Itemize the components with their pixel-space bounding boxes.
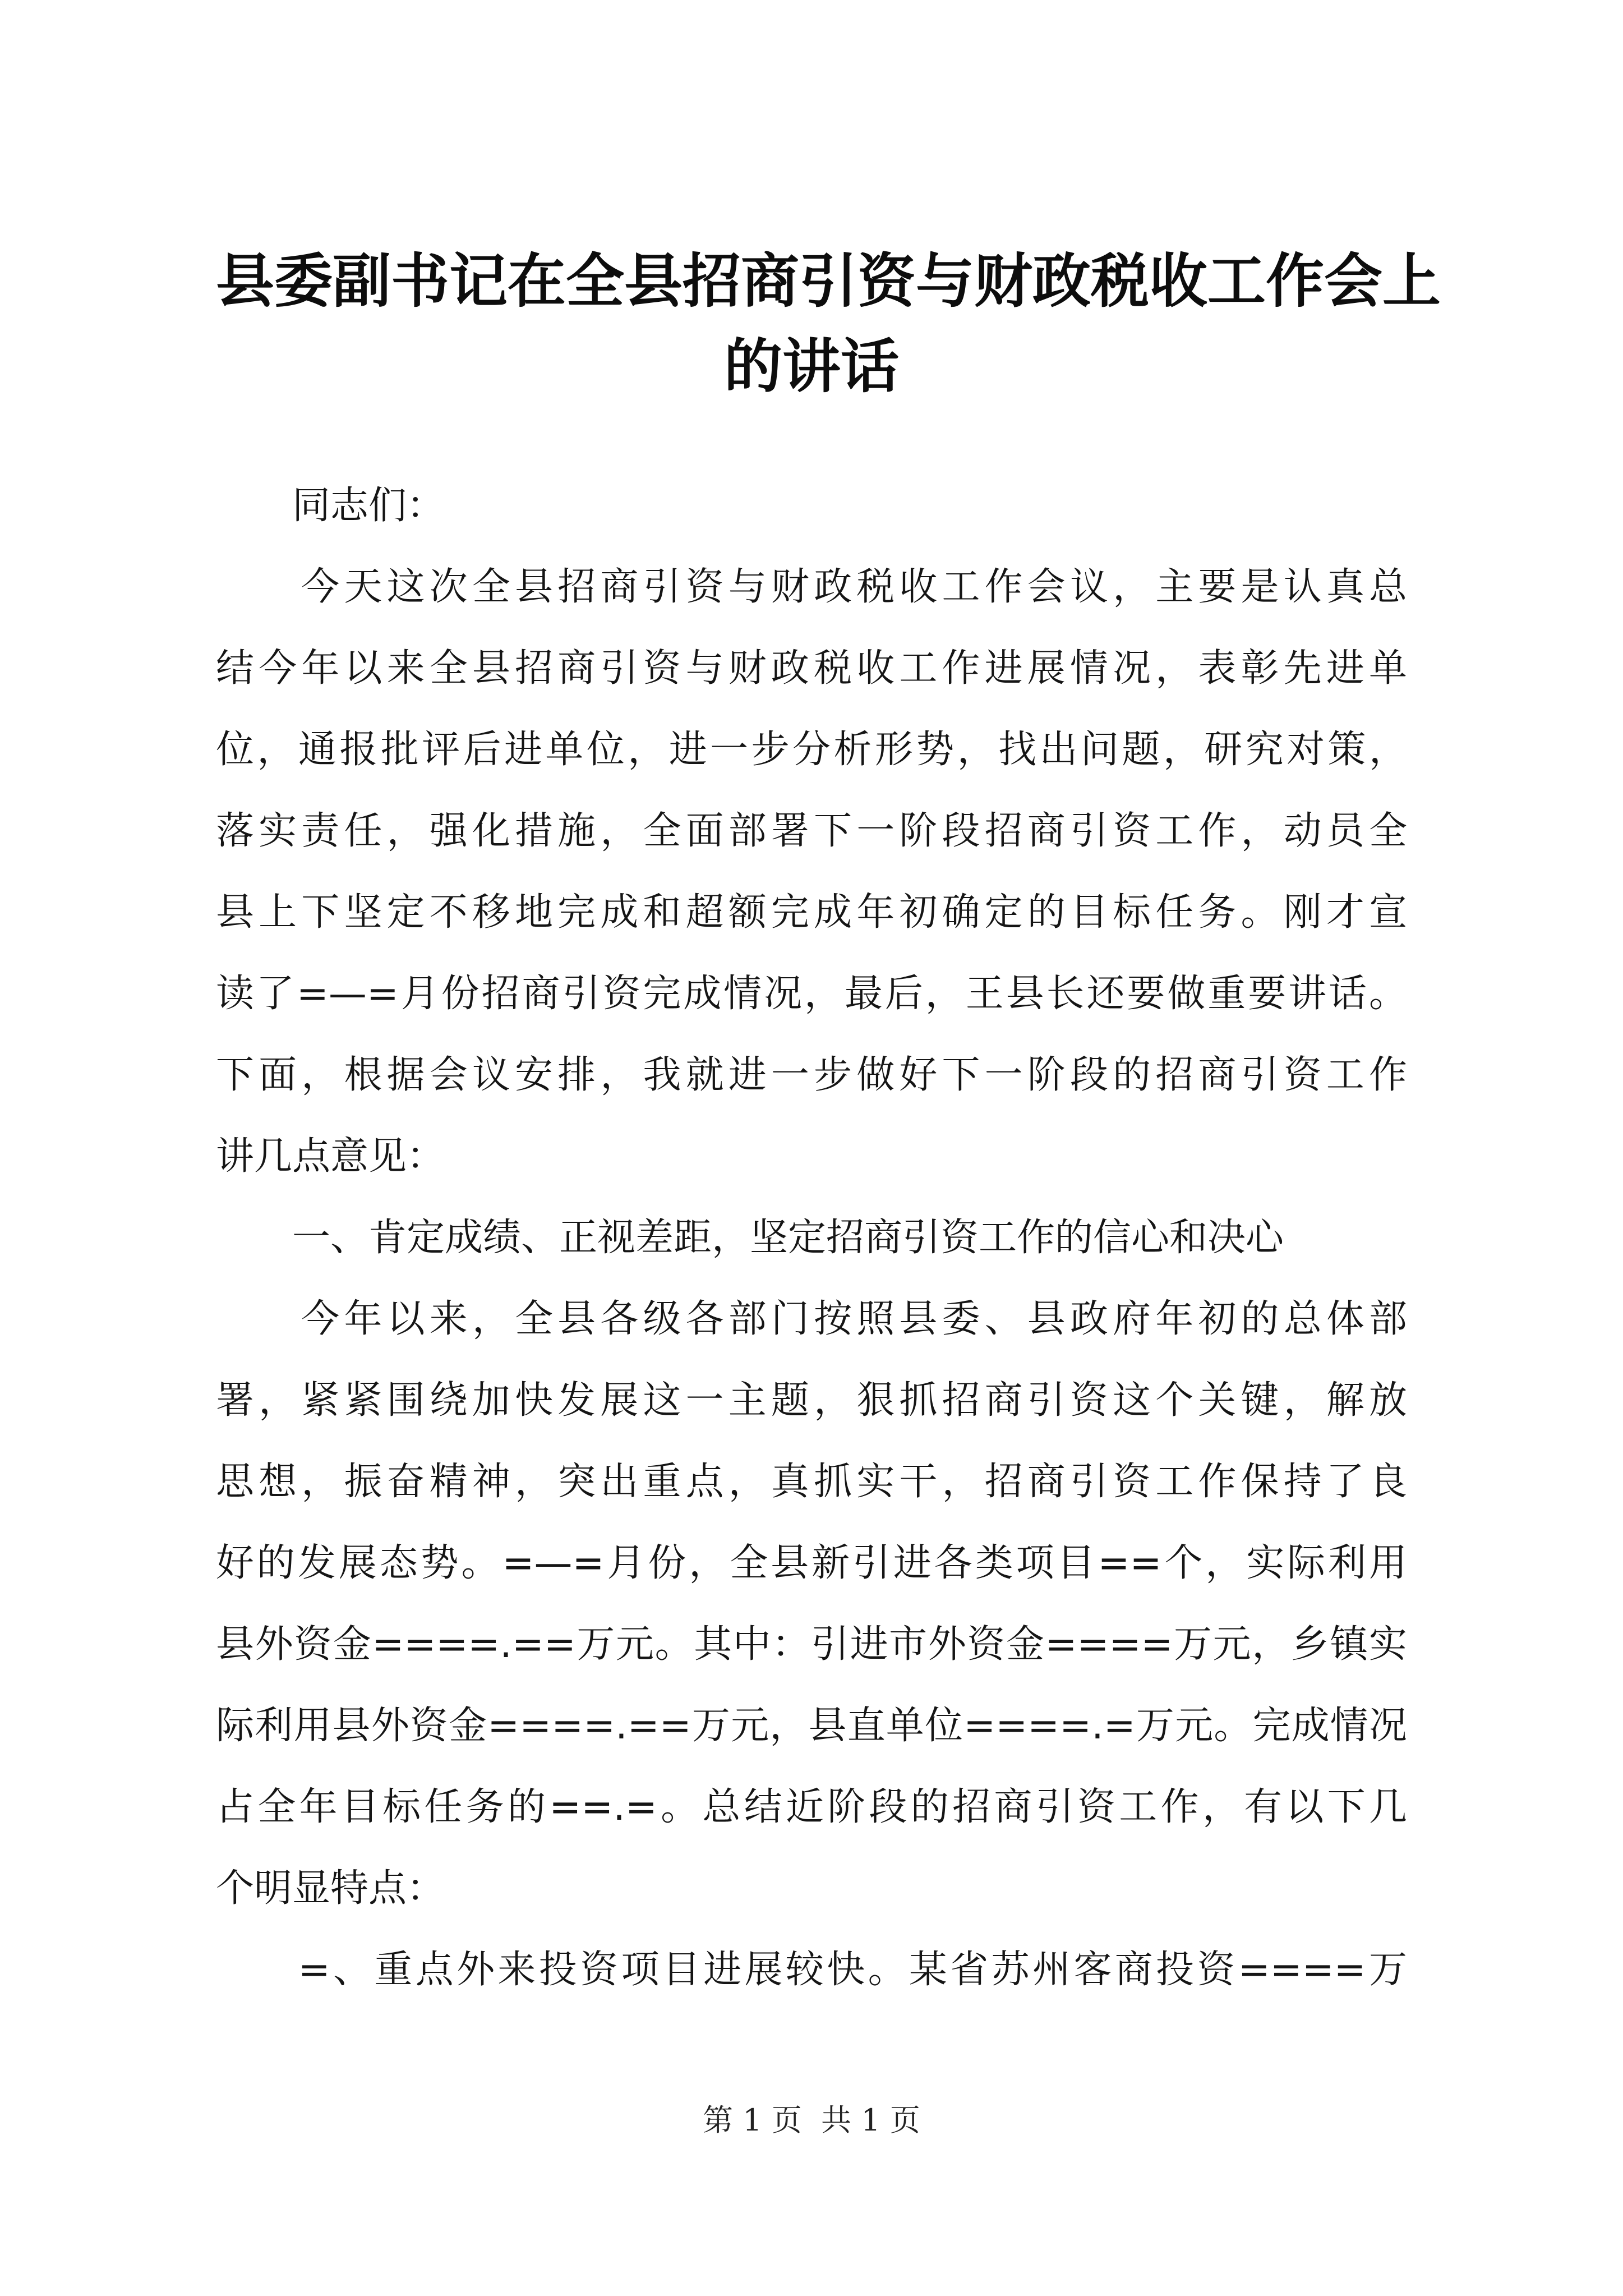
body-line: 占全年目标任务的==.=。总结近阶段的招商引资工作，有以下几 — [216, 1785, 1407, 1829]
document-title — [216, 238, 1441, 409]
body-line: 一、肯定成绩、正视差距，坚定招商引资工作的信心和决心 — [216, 1216, 1284, 1260]
body-line: 好的发展态势。=—=月份，全县新引进各类项目==个，实际利用 — [216, 1541, 1407, 1585]
body-line: 位，通报批评后进单位，进一步分析形势，找出问题，研究对策， — [216, 728, 1407, 772]
body-line: 今天这次全县招商引资与财政税收工作会议，主要是认真总 — [216, 565, 1407, 609]
body-line: 今年以来，全县各级各部门按照县委、县政府年初的总体部 — [216, 1297, 1407, 1341]
body-line: 县上下坚定不移地完成和超额完成年初确定的目标任务。刚才宣 — [216, 890, 1407, 935]
body-line: 署，紧紧围绕加快发展这一主题，狠抓招商引资这个关键，解放 — [216, 1378, 1407, 1423]
body-line: =、重点外来投资项目进展较快。某省苏州客商投资====万 — [216, 1948, 1407, 1992]
body-line: 结今年以来全县招商引资与财政税收工作进展情况，表彰先进单 — [216, 646, 1407, 691]
body-line: 个明显特点： — [216, 1866, 445, 1911]
body-line: 下面，根据会议安排，我就进一步做好下一阶段的招商引资工作 — [216, 1053, 1407, 1097]
body-line: 读了=—=月份招商引资完成情况，最后，王县长还要做重要讲话。 — [216, 972, 1407, 1016]
title-line-2: 的讲话 — [723, 332, 899, 401]
title-line-1: 县委副书记在全县招商引资与财政税收工作会上 — [216, 246, 1441, 315]
body-line: 际利用县外资金====.==万元，县直单位====.=万元。完成情况 — [216, 1704, 1407, 1748]
page-footer: 第 1 页 共 1 页 — [703, 2102, 920, 2138]
body-line: 落实责任，强化措施，全面部署下一阶段招商引资工作，动员全 — [216, 809, 1407, 853]
body-line: 同志们： — [216, 484, 445, 528]
body-line: 讲几点意见： — [216, 1134, 445, 1179]
document-body — [216, 465, 1407, 2010]
body-line: 思想，振奋精神，突出重点，真抓实干，招商引资工作保持了良 — [216, 1460, 1407, 1504]
body-line: 县外资金====.==万元。其中：引进市外资金====万元，乡镇实 — [216, 1622, 1407, 1667]
